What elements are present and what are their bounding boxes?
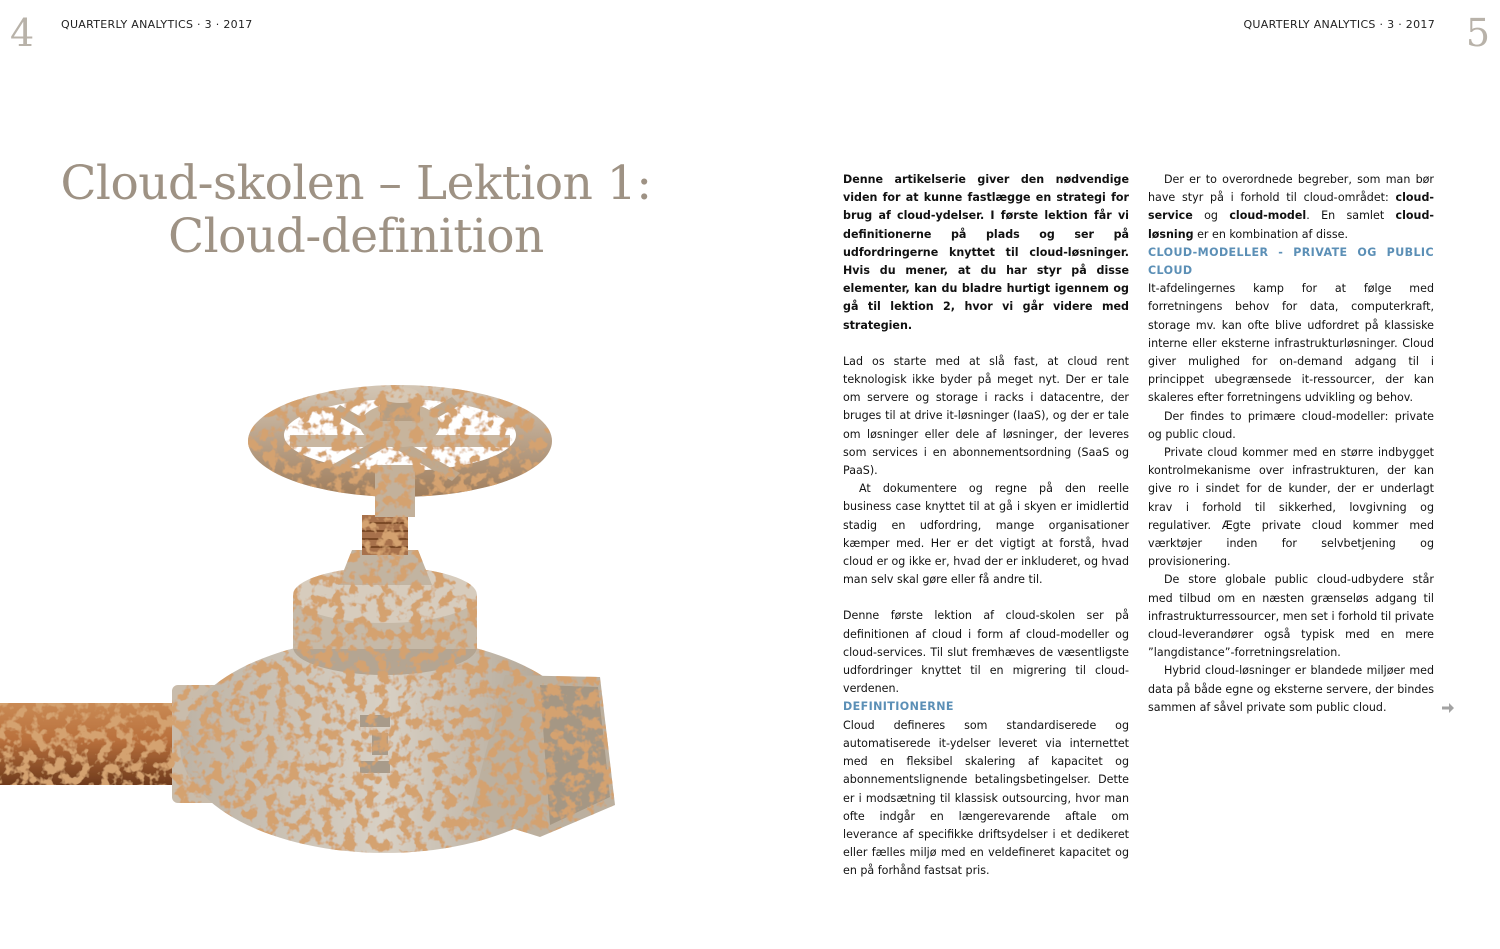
section-heading-definitions: DEFINITIONERNE bbox=[843, 700, 954, 714]
paragraph bbox=[1148, 171, 1434, 244]
paragraph: It-afdelingernes kamp for at følge med forretningens behov for data, computerkraft, storage mv. kan ofte blive udfordret på klassiske interne eller eksterne infrastrukturløsninger. Cloud giver mulighed for on-demand adgang til i princippet ubegrænsede it-ressourcer, der kan skaleres efter forretningens udvikling og behov. bbox=[1148, 282, 1434, 405]
article-title bbox=[40, 157, 672, 263]
paragraph: Private cloud kommer med en større indbygget kontrolmekanisme over infrastrukturen, der kan give ro i sindet for de kunder, der er underlagt krav i forhold til sikkerhed, lovgivning og regulativer. Ægte private cloud kommer med værktøjer inden for selvbetjening og provisionering. bbox=[1148, 446, 1434, 569]
title-line-1: Cloud-skolen – Lektion 1: bbox=[60, 156, 652, 211]
paragraph: Lad os starte med at slå fast, at cloud rent teknologisk ikke byder på meget nyt. Der er tale om servere og storage i racks i datacentre, der bruges til at drive it-løsninger (IaaS), og der er tale om løsninger eller dele af løsninger, der leveres som services i en abonnementsordning (SaaS og PaaS). bbox=[843, 354, 1129, 478]
term-cloud-solution: cloud-løsning bbox=[1148, 209, 1434, 241]
text-column-1 bbox=[843, 171, 1129, 881]
running-head-right: QUARTERLY ANALYTICS · 3 · 2017 bbox=[1243, 18, 1435, 31]
arrow-right-icon bbox=[1440, 700, 1456, 716]
page-number-right: 5 bbox=[1465, 11, 1490, 55]
paragraph: Der findes to primære cloud-modeller: private og public cloud. bbox=[1148, 409, 1434, 441]
paragraph: Denne første lektion af cloud-skolen ser på definitionen af cloud i form af cloud-modeller og cloud-services. Til slut fremhæves de væsentligste udfordringer knyttet til en migrering til cloud-verdenen. bbox=[843, 609, 1129, 696]
lead-paragraph: Denne artikelserie giver den nødvendige viden for at kunne fastlægge en strategi for brug af cloud-ydelser. I første lektion får vi definitionerne på plads og ser på udfordringerne knyttet til cloud-løsninger. Hvis du mener, at du har styr på disse elementer, kan du bladre hurtigt igennem og gå til lektion 2, hvor vi går videre med strategien. bbox=[843, 173, 1129, 332]
text-run: . En samlet bbox=[1306, 209, 1396, 223]
section-heading-models: CLOUD-MODELLER - PRIVATE OG PUBLIC CLOUD bbox=[1148, 245, 1434, 278]
title-line-2: Cloud-definition bbox=[168, 209, 544, 264]
paragraph: Hybrid cloud-løsninger er blandede miljøer med data på både egne og eksterne servere, der bindes sammen af såvel private som public cloud. bbox=[1148, 664, 1434, 714]
paragraph: At dokumentere og regne på den reelle business case knyttet til at gå i skyen er imidlertid stadig en udfordring, mange organisationer kæmper med. Her er det vigtigt at forstå, hvad cloud er og ikke er, hvad der er inkluderet, og hvad man selv skal gøre eller få andre til. bbox=[843, 482, 1129, 587]
term-cloud-service: cloud-service bbox=[1148, 191, 1434, 223]
rusty-valve-photo bbox=[0, 385, 620, 860]
paragraph: De store globale public cloud-udbydere står med tilbud om en næsten grænseløs adgang til infrastrukturressourcer, men set i forhold til private cloud-leverandører også typisk med en mere ”langdistance”-forretningsrelation. bbox=[1148, 573, 1434, 660]
text-column-2 bbox=[1148, 171, 1434, 717]
page-number-left: 4 bbox=[10, 11, 35, 55]
running-head-left: QUARTERLY ANALYTICS · 3 · 2017 bbox=[61, 18, 253, 31]
text-run: Der er to overordnede begreber, som man bør have styr på i forhold til cloud-området: bbox=[1148, 173, 1434, 205]
term-cloud-model: cloud-model bbox=[1229, 209, 1307, 223]
paragraph: Cloud defineres som standardiserede og automatiserede it-ydelser leveret via internettet med en fleksibel skalering af kapacitet og abonnementslignende betalingsbetingelser. Dette er i modsætning til klassisk outsourcing, hvor man ofte indgår en længerevarende aftale om leverance af specifikke driftsydelser i et dedikeret eller fælles miljø med en veldefineret kapacitet og en på forhånd fastsat pris. bbox=[843, 718, 1129, 878]
text-run: er en kombination af disse. bbox=[1193, 227, 1349, 241]
text-run: og bbox=[1192, 209, 1230, 223]
